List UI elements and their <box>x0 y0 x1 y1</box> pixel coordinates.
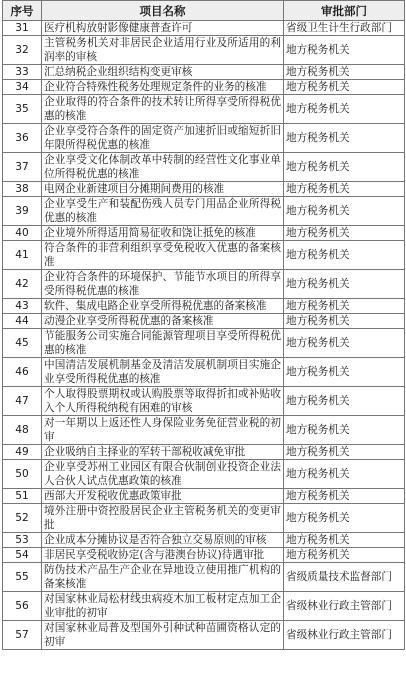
table-row <box>3 241 405 270</box>
row-item-name: 企业享受苏州工业园区有限合伙制创业投资企业法人合伙人试点优惠政策的核准 <box>42 460 284 489</box>
row-serial-number: 31 <box>3 21 42 36</box>
row-approval-department: 地方税务机关 <box>284 489 405 504</box>
row-item-name: 境外注册中资控股居民企业主管税务机关的变更审批 <box>42 504 284 533</box>
table-row <box>3 416 405 445</box>
row-serial-number: 36 <box>3 124 42 153</box>
row-item-name: 汇总纳税企业组织结构变更审核 <box>42 65 284 80</box>
row-approval-department: 地方税务机关 <box>284 299 405 314</box>
row-item-name: 软件、集成电路企业享受所得税优惠的备案核准 <box>42 299 284 314</box>
row-item-name: 对国家林业局普及型国外引种试种苗圃资格认定的初审 <box>42 621 284 650</box>
table-row <box>3 548 405 563</box>
row-item-name: 企业享受符合条件的固定资产加速折旧或缩短折旧年限所得税优惠的核准 <box>42 124 284 153</box>
row-serial-number: 52 <box>3 504 42 533</box>
table-row <box>3 592 405 621</box>
row-approval-department: 地方税务机关 <box>284 36 405 65</box>
table-row <box>3 489 405 504</box>
row-approval-department: 地方税务机关 <box>284 226 405 241</box>
row-item-name: 防伪技术产品生产企业在异地设立使用推广机构的备案核准 <box>42 563 284 592</box>
row-serial-number: 50 <box>3 460 42 489</box>
row-approval-department: 地方税务机关 <box>284 124 405 153</box>
row-approval-department: 地方税务机关 <box>284 460 405 489</box>
row-item-name: 中国清洁发展机制基金及清洁发展机制项目实施企业享受所得税优惠的核准 <box>42 358 284 387</box>
row-serial-number: 41 <box>3 241 42 270</box>
row-serial-number: 48 <box>3 416 42 445</box>
table-row <box>3 445 405 460</box>
table-row <box>3 36 405 65</box>
row-serial-number: 46 <box>3 358 42 387</box>
table-row <box>3 314 405 329</box>
row-approval-department: 地方税务机关 <box>284 314 405 329</box>
row-item-name: 西部大开发税收优惠政策审批 <box>42 489 284 504</box>
row-approval-department: 地方税务机关 <box>284 197 405 226</box>
row-serial-number: 49 <box>3 445 42 460</box>
row-item-name: 个人取得股票期权或认购股票等取得折扣或补贴收入个人所得税纳税有困难的审核 <box>42 387 284 416</box>
table-row <box>3 460 405 489</box>
row-item-name: 对一年期以上返还性人身保险业务免征营业税的初审 <box>42 416 284 445</box>
row-serial-number: 55 <box>3 563 42 592</box>
row-item-name: 企业成本分摊协议是否符合独立交易原则的审核 <box>42 533 284 548</box>
table-row <box>3 95 405 124</box>
row-serial-number: 37 <box>3 153 42 182</box>
row-serial-number: 44 <box>3 314 42 329</box>
row-item-name: 符合条件的非营利组织享受免税收入优惠的备案核准 <box>42 241 284 270</box>
row-approval-department: 地方税务机关 <box>284 270 405 299</box>
table-row <box>3 270 405 299</box>
table-row <box>3 21 405 36</box>
row-approval-department: 地方税务机关 <box>284 153 405 182</box>
table-header-row <box>3 1 405 21</box>
approval-items-table <box>2 0 405 650</box>
row-approval-department: 地方税务机关 <box>284 95 405 124</box>
row-approval-department: 省级质量技术监督部门 <box>284 563 405 592</box>
table-row <box>3 226 405 241</box>
row-approval-department: 地方税务机关 <box>284 548 405 563</box>
row-item-name: 对国家林业局松材线虫病疫木加工板材定点加工企业审批的初审 <box>42 592 284 621</box>
header-approval-department: 审批部门 <box>284 1 405 21</box>
row-approval-department: 地方税务机关 <box>284 504 405 533</box>
row-serial-number: 53 <box>3 533 42 548</box>
row-serial-number: 40 <box>3 226 42 241</box>
table-row <box>3 80 405 95</box>
row-serial-number: 35 <box>3 95 42 124</box>
row-approval-department: 地方税务机关 <box>284 387 405 416</box>
row-item-name: 医疗机构放射影像健康普查许可 <box>42 21 284 36</box>
table-row <box>3 182 405 197</box>
row-item-name: 电网企业新建项目分摊期间费用的核准 <box>42 182 284 197</box>
table-row <box>3 533 405 548</box>
table-row <box>3 358 405 387</box>
row-serial-number: 45 <box>3 329 42 358</box>
row-item-name: 动漫企业享受所得税优惠的备案核准 <box>42 314 284 329</box>
row-item-name: 企业享受生产和装配伤残人员专门用品企业所得税优惠的核准 <box>42 197 284 226</box>
table-row <box>3 504 405 533</box>
row-serial-number: 56 <box>3 592 42 621</box>
table-row <box>3 329 405 358</box>
row-approval-department: 地方税务机关 <box>284 65 405 80</box>
row-serial-number: 51 <box>3 489 42 504</box>
row-item-name: 企业取得的符合条件的技术转让所得享受所得税优惠的核准 <box>42 95 284 124</box>
header-serial-number: 序号 <box>3 1 42 21</box>
row-item-name: 主管税务机关对非居民企业适用行业及所适用的利润率的审核 <box>42 36 284 65</box>
row-serial-number: 33 <box>3 65 42 80</box>
table-row <box>3 153 405 182</box>
row-serial-number: 43 <box>3 299 42 314</box>
row-serial-number: 38 <box>3 182 42 197</box>
row-item-name: 企业享受文化体制改革中转制的经营性文化事业单位所得税优惠的核准 <box>42 153 284 182</box>
row-approval-department: 省级林业行政主管部门 <box>284 592 405 621</box>
table-row <box>3 621 405 650</box>
table-row <box>3 299 405 314</box>
row-approval-department: 地方税务机关 <box>284 445 405 460</box>
row-approval-department: 地方税务机关 <box>284 182 405 197</box>
row-approval-department: 省级林业行政主管部门 <box>284 621 405 650</box>
row-serial-number: 32 <box>3 36 42 65</box>
row-approval-department: 地方税务机关 <box>284 241 405 270</box>
row-item-name: 企业符合条件的环境保护、节能节水项目的所得享受所得税优惠的核准 <box>42 270 284 299</box>
row-serial-number: 39 <box>3 197 42 226</box>
row-approval-department: 地方税务机关 <box>284 80 405 95</box>
row-item-name: 企业吸纳自主择业的军转干部税收减免审批 <box>42 445 284 460</box>
row-approval-department: 省级卫生计生行政部门 <box>284 21 405 36</box>
row-approval-department: 地方税务机关 <box>284 533 405 548</box>
table-row <box>3 124 405 153</box>
row-item-name: 企业符合特殊性税务处理规定条件的业务的核准 <box>42 80 284 95</box>
row-approval-department: 地方税务机关 <box>284 416 405 445</box>
row-serial-number: 34 <box>3 80 42 95</box>
table-row <box>3 65 405 80</box>
row-item-name: 节能服务公司实施合同能源管理项目享受所得税优惠的核准 <box>42 329 284 358</box>
row-serial-number: 47 <box>3 387 42 416</box>
row-serial-number: 42 <box>3 270 42 299</box>
table-body <box>3 21 405 650</box>
row-serial-number: 54 <box>3 548 42 563</box>
row-serial-number: 57 <box>3 621 42 650</box>
row-approval-department: 地方税务机关 <box>284 358 405 387</box>
row-item-name: 企业境外所得适用简易征收和饶让抵免的核准 <box>42 226 284 241</box>
row-item-name: 非居民享受税收协定(含与港澳台协议)待遇审批 <box>42 548 284 563</box>
table-row <box>3 387 405 416</box>
row-approval-department: 地方税务机关 <box>284 329 405 358</box>
header-item-name: 项目名称 <box>42 1 284 21</box>
table-row <box>3 563 405 592</box>
table-row <box>3 197 405 226</box>
